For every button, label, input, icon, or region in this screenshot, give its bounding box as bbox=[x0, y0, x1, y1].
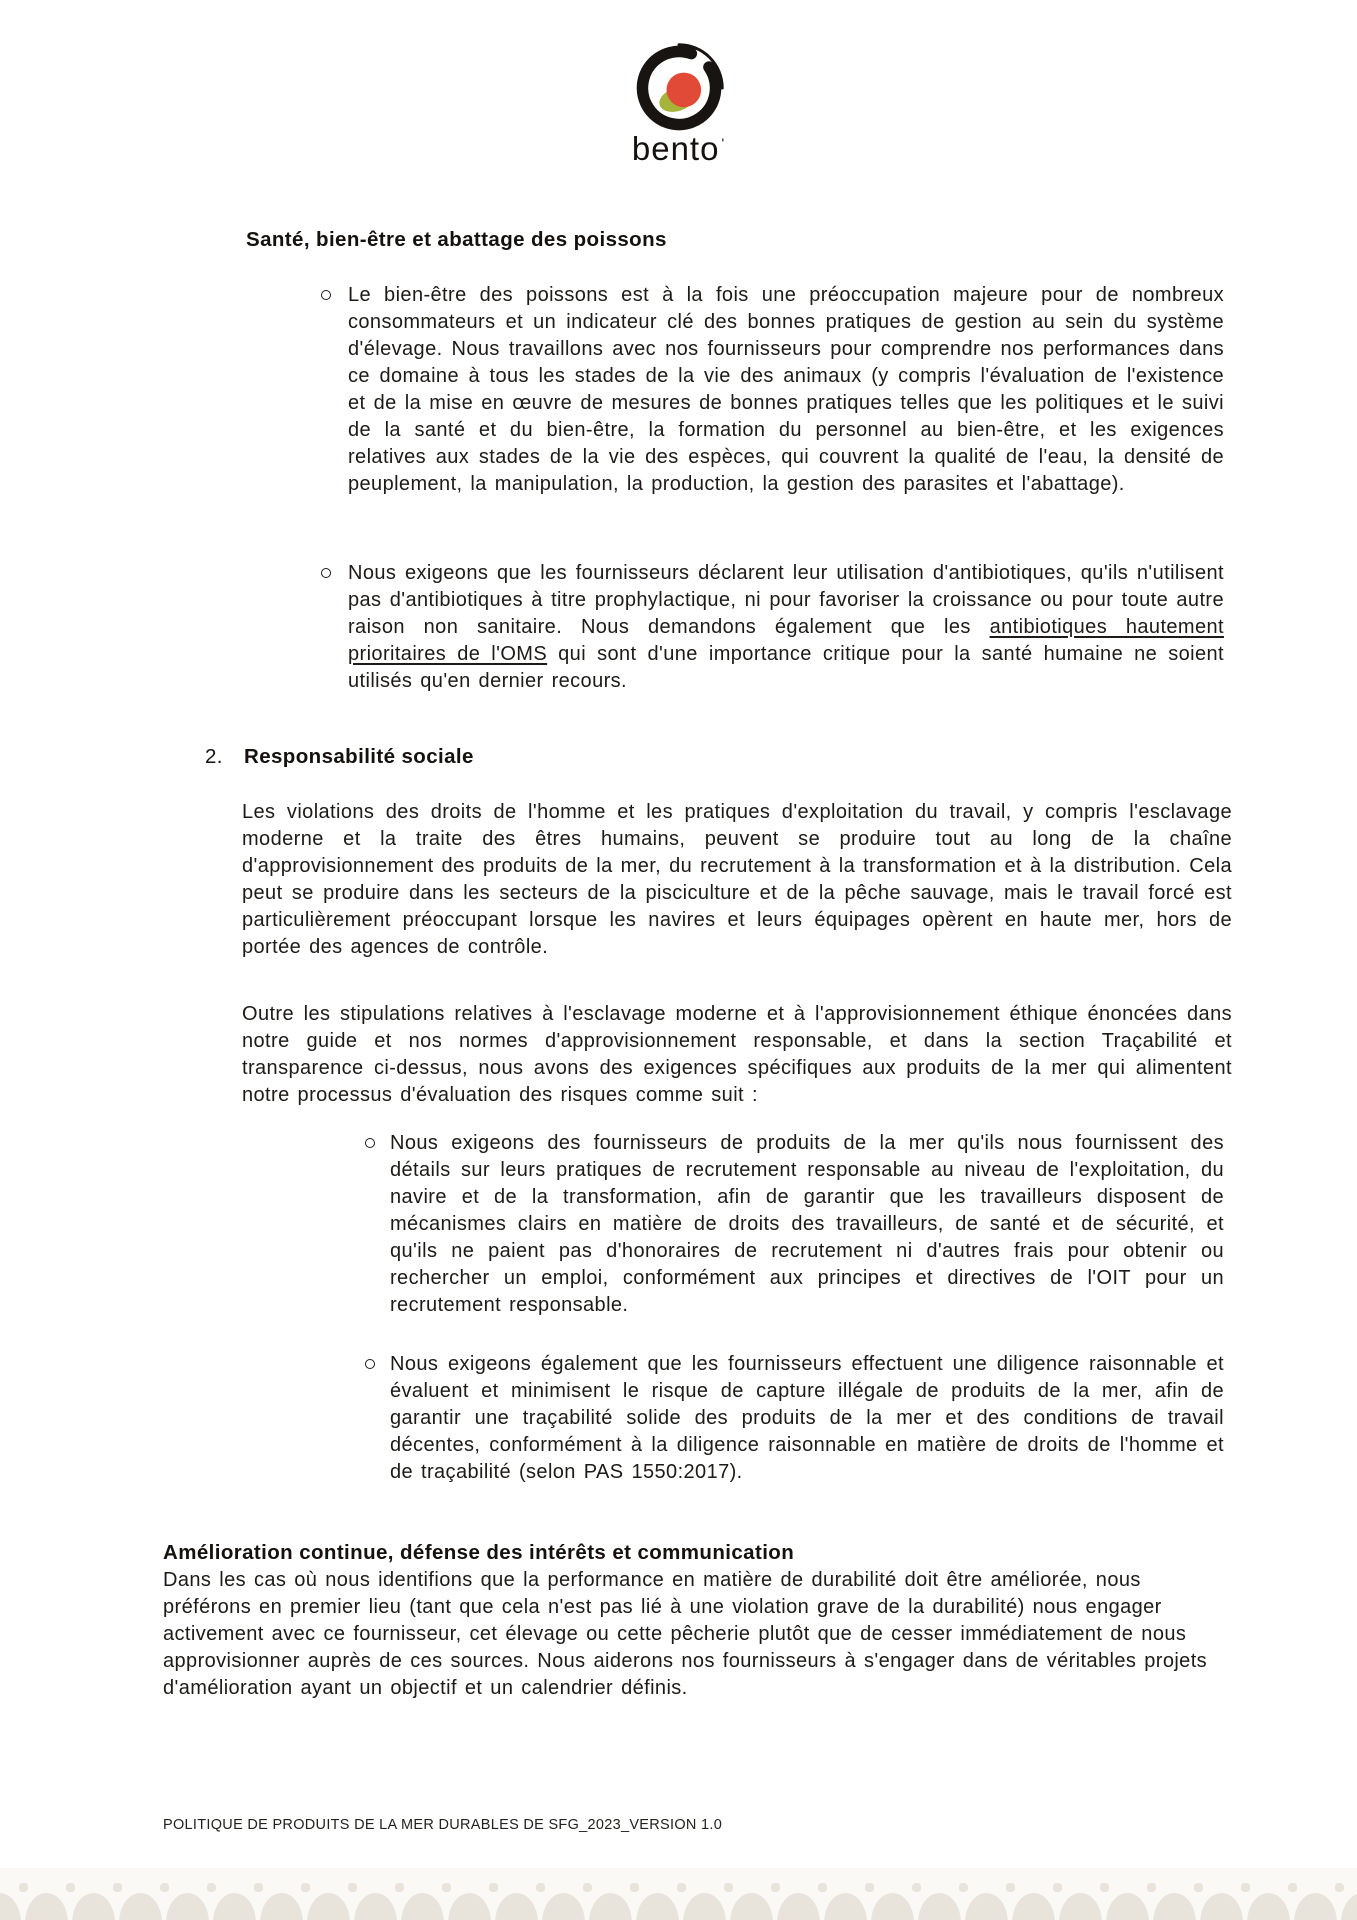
scallop-shape bbox=[869, 1868, 916, 1920]
social-paragraph-1: Les violations des droits de l'homme et les pratiques d'exploitation du travail, y compris l'esclavage moderne et la traite des êtres humains, peuvent se produire tout au long de la chaîne d'approvisionnement des produits de la mer, du recrutement à la transformation et à la distribution. Cela peut se produire dans les secteurs de la pisciculture et de la pêche sauvage, mais le travail forcé est particulièrement préoccupant lorsque les navires et leurs équipages opèrent en haute mer, hors de portée des agences de contrôle. bbox=[242, 801, 1232, 958]
bullet-circle-icon bbox=[321, 290, 331, 300]
scallop-shape bbox=[1198, 1868, 1245, 1920]
scallop-shape bbox=[1010, 1868, 1057, 1920]
scallop-shape bbox=[1151, 1868, 1198, 1920]
scallop-shape bbox=[305, 1868, 352, 1920]
brand-wordmark bbox=[632, 130, 725, 168]
bullet-circle-icon bbox=[321, 568, 331, 578]
bullet-antibiotics-text bbox=[348, 560, 1224, 695]
scallop-shape bbox=[0, 1868, 23, 1920]
bullet-fish-welfare bbox=[348, 282, 1224, 498]
scallop-shape bbox=[775, 1868, 822, 1920]
scallop-shape bbox=[23, 1868, 70, 1920]
improvement-paragraph: Dans les cas où nous identifions que la performance en matière de durabilité doit être améliorée, nous préférons en premier lieu (tant que cela n'est pas lié à une violation grave de la durabilité) nous engager activement avec ce fournisseur, cet élevage ou cette pêcherie plutôt que de cesser immédiatement de nous approvisionner auprès de ces sources. Nous aiderons nos fournisseurs à s'engager dans de véritables projets d'amélioration ayant un objectif et un calendrier définis. bbox=[163, 1569, 1208, 1699]
scallop-shape bbox=[1339, 1868, 1357, 1920]
footer-policy-reference: POLITIQUE DE PRODUITS DE LA MER DURABLES DE SFG_2023_VERSION 1.0 bbox=[163, 1817, 723, 1833]
scallop-shape bbox=[1245, 1868, 1292, 1920]
scallop-shape bbox=[258, 1868, 305, 1920]
scallop-shape bbox=[164, 1868, 211, 1920]
heading-social-responsibility bbox=[205, 743, 474, 770]
bento-enso-logo-icon bbox=[629, 38, 729, 138]
social-paragraph-2: Outre les stipulations relatives à l'esclavage moderne et à l'approvisionnement éthique énoncées dans notre guide et nos normes d'approvisionnement responsable, et dans la section Traçabilité et transparence ci-dessus, nous avons des exigences spécifiques aux produits de la mer qui alimentent notre processus d'évaluation des risques comme suit : bbox=[242, 1003, 1232, 1106]
bullet-recruitment-text: Nous exigeons des fournisseurs de produits de la mer qu'ils nous fournissent des détails sur leurs pratiques de recrutement responsable au niveau de l'exploitation, du navire et de la transformation, afin de garantir que les travailleurs disposent de mécanismes clairs en matière de droits des travailleurs, de santé et de sécurité, et qu'ils ne paient pas d'honoraires de recrutement ni d'autres frais pour obtenir ou rechercher un emploi, conformément aux principes et directives de l'OIT pour un recrutement responsable. bbox=[390, 1132, 1224, 1316]
brand-name: bento bbox=[631, 130, 720, 167]
oms-antibiotics-link[interactable]: antibiotiques hautement prioritaires de l'OMS bbox=[348, 616, 1224, 665]
scallop-shape bbox=[1057, 1868, 1104, 1920]
bullet-due-diligence-text: Nous exigeons également que les fournisseurs effectuent une diligence raisonnable et évaluent et minimisent le risque de capture illégale de produits de la mer, afin de garantir une traçabilité solide des produits de la mer et des conditions de travail décentes, conformément à la diligence raisonnable en matière de droits de l'homme et de traçabilité (selon PAS 1550:2017). bbox=[390, 1353, 1224, 1483]
brand-tick-mark: ' bbox=[721, 135, 726, 151]
scallop-shape bbox=[634, 1868, 681, 1920]
heading-social-title: Responsabilité sociale bbox=[244, 745, 474, 768]
scallop-shape bbox=[822, 1868, 869, 1920]
scallop-shape bbox=[117, 1868, 164, 1920]
scallop-shape bbox=[681, 1868, 728, 1920]
scallop-shape bbox=[1292, 1868, 1339, 1920]
decorative-scallop-border bbox=[0, 1868, 1357, 1920]
scallop-shape bbox=[446, 1868, 493, 1920]
scallop-shape bbox=[70, 1868, 117, 1920]
scallop-shape bbox=[211, 1868, 258, 1920]
heading-continuous-improvement: Amélioration continue, défense des intérêts et communication bbox=[163, 1541, 795, 1564]
bullet-due-diligence bbox=[390, 1351, 1224, 1486]
scallop-shape bbox=[728, 1868, 775, 1920]
scallop-shape bbox=[540, 1868, 587, 1920]
bullet-fish-welfare-text: Le bien-être des poissons est à la fois une préoccupation majeure pour de nombreux consommateurs et un indicateur clé des bonnes pratiques de gestion au sein du système d'élevage. Nous travaillons avec nos fournisseurs pour comprendre nos performances dans ce domaine à tous les stades de la vie des animaux (y compris l'évaluation de l'existence et de la mise en œuvre de mesures de bonnes pratiques telles que les politiques et le suivi de la santé et du bien-être, la formation du personnel au bien-être, et les exigences relatives aux stades de la vie des espèces, qui couvrent la qualité de l'eau, la densité de peuplement, la manipulation, la production, la gestion des parasites et l'abattage). bbox=[348, 284, 1224, 495]
list-number: 2. bbox=[205, 745, 223, 768]
scallop-shape bbox=[587, 1868, 634, 1920]
antibiotics-text-after: qui sont d'une importance critique pour la santé humaine ne soient utilisés qu'en dernier recours. bbox=[348, 643, 1224, 692]
scallop-shape bbox=[916, 1868, 963, 1920]
bullet-antibiotics bbox=[348, 560, 1224, 695]
scallop-shape bbox=[1104, 1868, 1151, 1920]
scallop-shape bbox=[399, 1868, 446, 1920]
scallop-shape bbox=[352, 1868, 399, 1920]
heading-fish-welfare: Santé, bien-être et abattage des poissons bbox=[246, 228, 667, 251]
scallop-shape bbox=[493, 1868, 540, 1920]
bullet-recruitment bbox=[390, 1130, 1224, 1319]
antibiotics-text-before: Nous exigeons que les fournisseurs déclarent leur utilisation d'antibiotiques, qu'ils n'utilisent pas d'antibiotiques à titre prophylactique, ni pour favoriser la croissance ou pour toute autre raison non sanitaire. Nous demandons également que les bbox=[348, 562, 1224, 638]
scallop-shape bbox=[963, 1868, 1010, 1920]
brand-logo bbox=[0, 38, 1357, 168]
bullet-circle-icon bbox=[365, 1359, 375, 1369]
bullet-circle-icon bbox=[365, 1138, 375, 1148]
